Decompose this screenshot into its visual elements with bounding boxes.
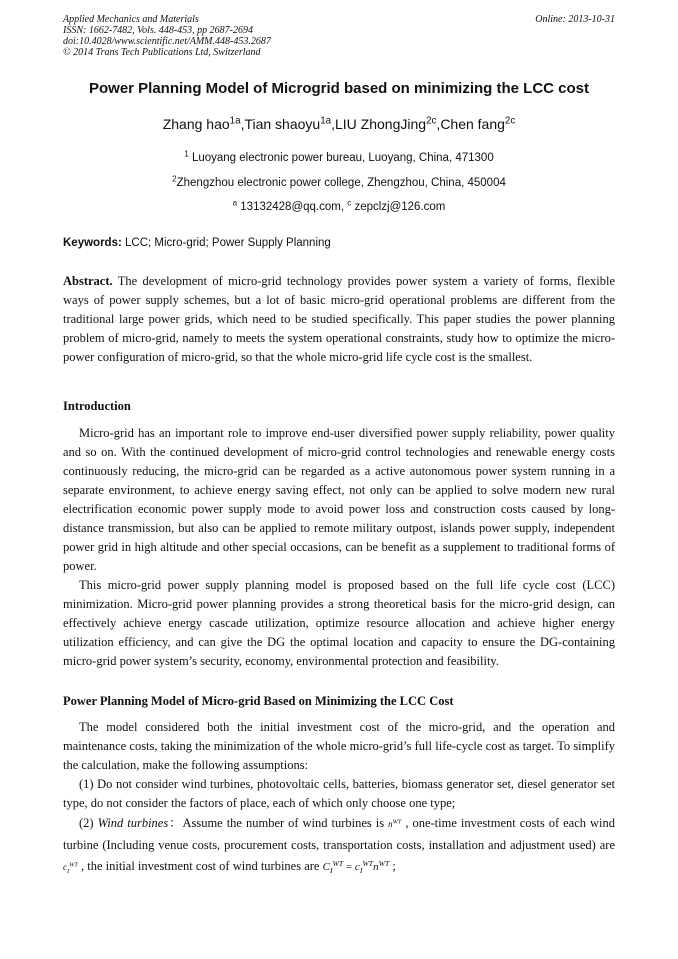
paragraph-text: ：Assume the number of wind turbines is	[168, 816, 389, 830]
paragraph-text: , the initial investment cost of wind turbines are	[77, 859, 323, 873]
doi-line: doi:10.4028/www.scientific.net/AMM.448-453.2687	[63, 36, 271, 47]
journal-header	[63, 14, 615, 58]
copyright-line: © 2014 Trans Tech Publications Ltd, Switzerland	[63, 47, 261, 58]
affiliation-1	[40, 149, 638, 164]
abstract-text: The development of micro-grid technology provides power system a variety of forms, flexible ways of power supply schemes, but a lot of basic micro-grid operational problems are different from the traditional large power grids, which need to be studied specifically. This paper studies the power planning problem of micro-grid, namely to meets the system operational constraints, study how to optimize the micro-power configuration of micro-grid, so that the whole micro-grid life cycle cost is the smallest.	[63, 274, 615, 364]
author-sup: 2c	[426, 115, 437, 127]
author-name: Tian shaoyu	[244, 116, 321, 132]
math-c-i-wt: $c_I^{WT}$	[63, 861, 78, 875]
email-c: zepclzj@126.com	[351, 201, 446, 213]
author-sep: ,	[331, 116, 335, 132]
section-heading-model: Power Planning Model of Micro-grid Based on Minimizing the LCC Cost	[63, 694, 454, 708]
keywords-label: Keywords:	[63, 237, 122, 249]
email-a: 13132428@qq.com,	[237, 201, 348, 213]
paragraph-text: ;	[389, 859, 396, 873]
author-sup: 1a	[229, 115, 241, 127]
affiliation-sup: 2	[172, 174, 177, 184]
introduction-body	[63, 424, 615, 671]
author-sep: ,	[240, 116, 245, 132]
affiliation-text: Luoyang electronic power bureau, Luoyang, China, 471300	[188, 152, 494, 164]
model-body	[63, 718, 615, 882]
email-sup: a	[232, 198, 238, 208]
author-sup: 1a	[320, 115, 332, 127]
affiliation-sup: 1	[184, 149, 189, 159]
paper-title: Power Planning Model of Microgrid based on minimizing the LCC cost	[88, 80, 590, 97]
author-name: Chen fang	[440, 116, 505, 132]
math-equation: $C_I^{WT} = c_I^{WT}n^{WT}$	[322, 858, 390, 876]
paragraph-text: , one-time investment costs of each wind turbine (Including venue costs, procurement costs, transportation costs, installation and adjustment used) are	[63, 816, 615, 852]
math-n-wt: $n^{WT}$	[388, 818, 402, 829]
journal-name: Applied Mechanics and Materials	[63, 14, 199, 25]
author-name: Zhang hao	[162, 116, 230, 132]
keywords	[63, 237, 615, 249]
paragraph	[63, 813, 615, 882]
section-heading-introduction: Introduction	[63, 399, 131, 413]
author-sup: 2c	[504, 115, 516, 127]
abstract-label: Abstract.	[63, 274, 113, 288]
issn-line: ISSN: 1662-7482, Vols. 448-453, pp 2687-2694	[63, 25, 253, 36]
keywords-text: LCC; Micro-grid; Power Supply Planning	[121, 237, 331, 249]
author-sep: ,	[436, 116, 441, 132]
author-name: LIU ZhongJing	[335, 116, 427, 132]
email-sup: c	[347, 198, 352, 208]
email-line	[40, 198, 638, 213]
affiliation-text: Zhengzhou electronic power college, Zhengzhou, China, 450004	[176, 177, 506, 189]
paragraph: (1) Do not consider wind turbines, photovoltaic cells, batteries, biomass generator set, diesel generator set type, do not consider the factors of place, each of which only choose one type;	[63, 777, 615, 810]
affiliation-2	[40, 174, 638, 189]
author-list	[40, 116, 638, 132]
abstract	[63, 272, 615, 367]
wind-turbines-term: Wind turbines	[97, 816, 169, 830]
paragraph: This micro-grid power supply planning model is proposed based on the full life cycle cost (LCC) minimization. Micro-grid power planning provides a strong theoretical basis for the micro-grid design, can effectively achieve energy cascade utilization, optimize resource allocation and achieve higher energy utilization efficiency, and can give the DG the optimal location and capacity to ensure the DG-containing micro-grid power system’s security, economy, environmental protection and feasibility.	[63, 578, 615, 668]
paragraph-prefix: (2)	[79, 816, 98, 830]
paragraph: The model considered both the initial investment cost of the micro-grid, and the operation and maintenance costs, taking the minimization of the whole micro-grid’s full life-cycle cost as target. To simplify the calculation, make the following assumptions:	[63, 720, 615, 772]
online-date: Online: 2013-10-31	[535, 14, 615, 25]
paragraph: Micro-grid has an important role to improve end-user diversified power supply reliability, power quality and so on. With the continued development of micro-grid control technologies and renewable energy costs continuously reducing, the micro-grid can be regarded as a active autonomous power system running in a separate environment, to achieve energy saving effect, not only can be applied to solve modern new rural electrification economic power supply mode to avoid power loss and construction costs caused by long-distance transmission, but also can be applied to remote military outpost, islands power supply, independent power grid in high altitude and other special occasions, can be benefit as a supplement to traditional forms of power.	[63, 426, 615, 573]
